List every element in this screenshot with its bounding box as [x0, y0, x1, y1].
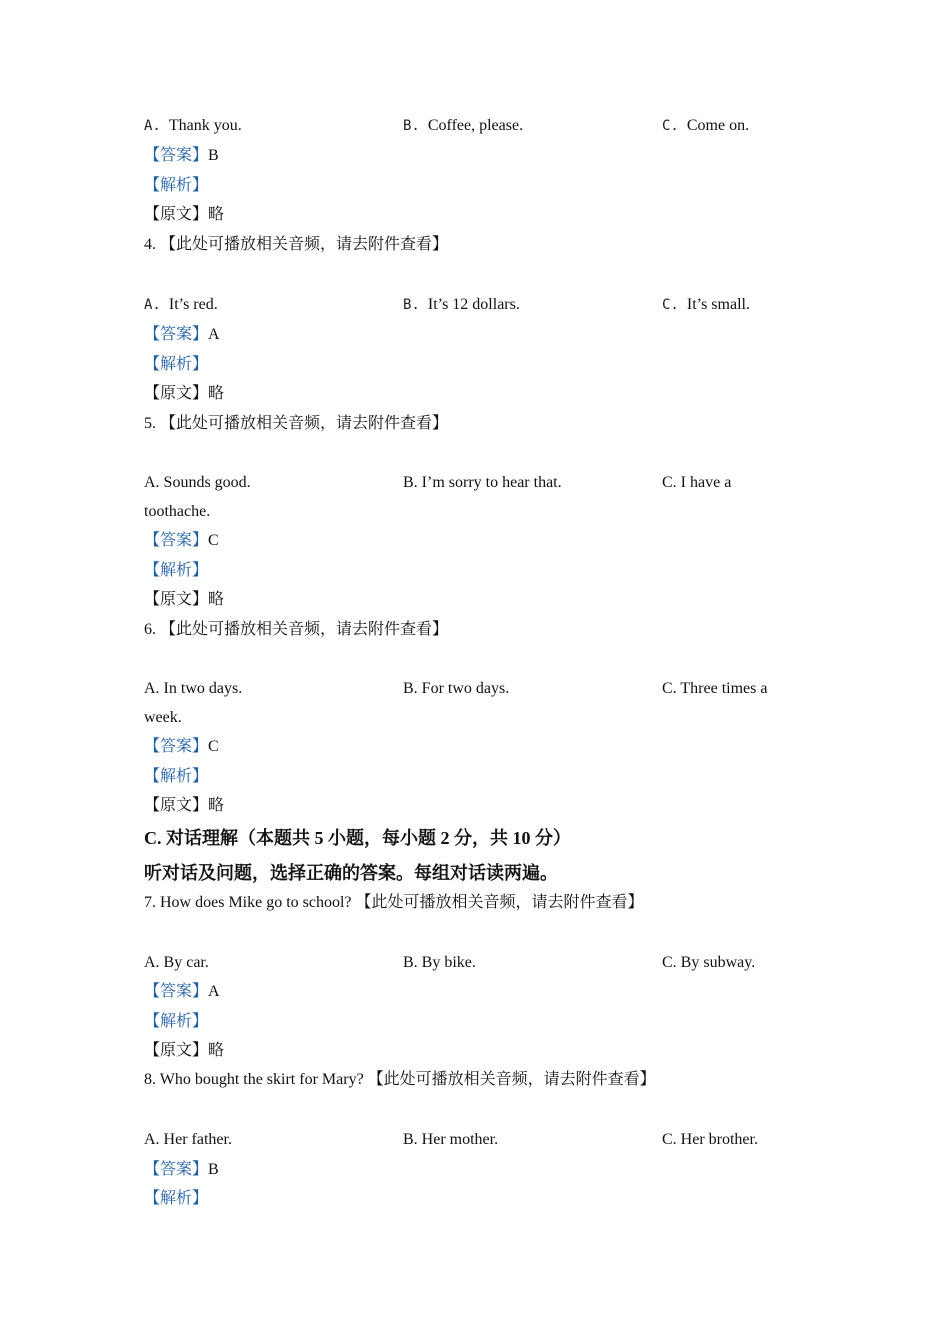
q3-original [144, 205, 224, 225]
q6-analysis: 【解析】 [144, 768, 209, 785]
original-value: 略 [208, 1042, 225, 1059]
q3-option-a [144, 116, 242, 136]
option-text: Coffee, please. [427, 117, 524, 134]
q7-option-a: A. By car. [144, 954, 209, 971]
option-letter: A. [144, 297, 161, 313]
q5-option-wrap: toothache. [144, 503, 211, 520]
option-text: It’s red. [168, 296, 218, 313]
answer-value: B [208, 147, 219, 164]
option-letter: B. [403, 118, 420, 134]
q4-answer [144, 325, 220, 345]
q4-option-b [403, 295, 520, 315]
q5-prompt: 5. 【此处可播放相关音频，请去附件查看】 [144, 415, 449, 432]
answer-label: 【答案】 [144, 983, 209, 1000]
q5-analysis: 【解析】 [144, 562, 209, 579]
option-letter: A. [144, 118, 161, 134]
q6-option-b: B. For two days. [403, 680, 510, 697]
q4-option-c [662, 295, 750, 315]
q5-original [144, 590, 224, 610]
q8-option-b: B. Her mother. [403, 1131, 499, 1148]
q8-option-c: C. Her brother. [662, 1131, 758, 1148]
q5-option-b: B. I’m sorry to hear that. [403, 474, 562, 491]
q7-prompt: 7. How does Mike go to school? 【此处可播放相关音频，请去附件查看】 [144, 894, 644, 911]
original-value: 略 [208, 797, 225, 814]
q4-analysis: 【解析】 [144, 356, 209, 373]
answer-value: A [208, 326, 220, 343]
option-text: It’s 12 dollars. [427, 296, 520, 313]
answer-label: 【答案】 [144, 1161, 209, 1178]
q3-option-c [662, 116, 749, 136]
q6-option-a: A. In two days. [144, 680, 243, 697]
original-label: 【原文】 [144, 385, 209, 402]
q8-option-a: A. Her father. [144, 1131, 232, 1148]
q3-analysis: 【解析】 [144, 177, 209, 194]
q4-original [144, 384, 224, 404]
answer-value: C [208, 738, 219, 755]
q7-option-c: C. By subway. [662, 954, 756, 971]
answer-label: 【答案】 [144, 147, 209, 164]
q6-option-wrap: week. [144, 709, 182, 726]
q8-analysis: 【解析】 [144, 1190, 209, 1207]
q7-option-b: B. By bike. [403, 954, 476, 971]
original-value: 略 [208, 206, 225, 223]
original-value: 略 [208, 385, 225, 402]
option-text: It’s small. [686, 296, 750, 313]
answer-label: 【答案】 [144, 326, 209, 343]
q6-option-c: C. Three times a [662, 680, 768, 697]
option-text: Come on. [686, 117, 750, 134]
answer-label: 【答案】 [144, 532, 209, 549]
q3-answer [144, 146, 219, 166]
q7-analysis: 【解析】 [144, 1013, 209, 1030]
original-label: 【原文】 [144, 797, 209, 814]
answer-value: A [208, 983, 220, 1000]
original-label: 【原文】 [144, 1042, 209, 1059]
q5-answer [144, 531, 219, 551]
q8-answer [144, 1160, 219, 1180]
q5-option-c: C. I have a [662, 474, 732, 491]
q4-option-a [144, 295, 218, 315]
option-letter: C. [662, 118, 679, 134]
answer-value: B [208, 1161, 219, 1178]
original-label: 【原文】 [144, 206, 209, 223]
option-letter: C. [662, 297, 679, 313]
q6-prompt: 6. 【此处可播放相关音频，请去附件查看】 [144, 621, 449, 638]
q7-answer [144, 982, 220, 1002]
q8-prompt: 8. Who bought the skirt for Mary? 【此处可播放相关音频，请去附件查看】 [144, 1071, 656, 1088]
q6-answer [144, 737, 219, 757]
answer-value: C [208, 532, 219, 549]
q6-original [144, 796, 224, 816]
option-letter: B. [403, 297, 420, 313]
section-instruction: 听对话及问题，选择正确的答案。每组对话读两遍。 [144, 863, 558, 883]
q5-option-a: A. Sounds good. [144, 474, 251, 491]
section-title: C. 对话理解（本题共 5 小题，每小题 2 分，共 10 分） [144, 828, 571, 848]
option-text: Thank you. [168, 117, 242, 134]
answer-label: 【答案】 [144, 738, 209, 755]
original-value: 略 [208, 591, 225, 608]
original-label: 【原文】 [144, 591, 209, 608]
q7-original [144, 1041, 224, 1061]
q3-option-b [403, 116, 523, 136]
q4-prompt: 4. 【此处可播放相关音频，请去附件查看】 [144, 236, 449, 253]
